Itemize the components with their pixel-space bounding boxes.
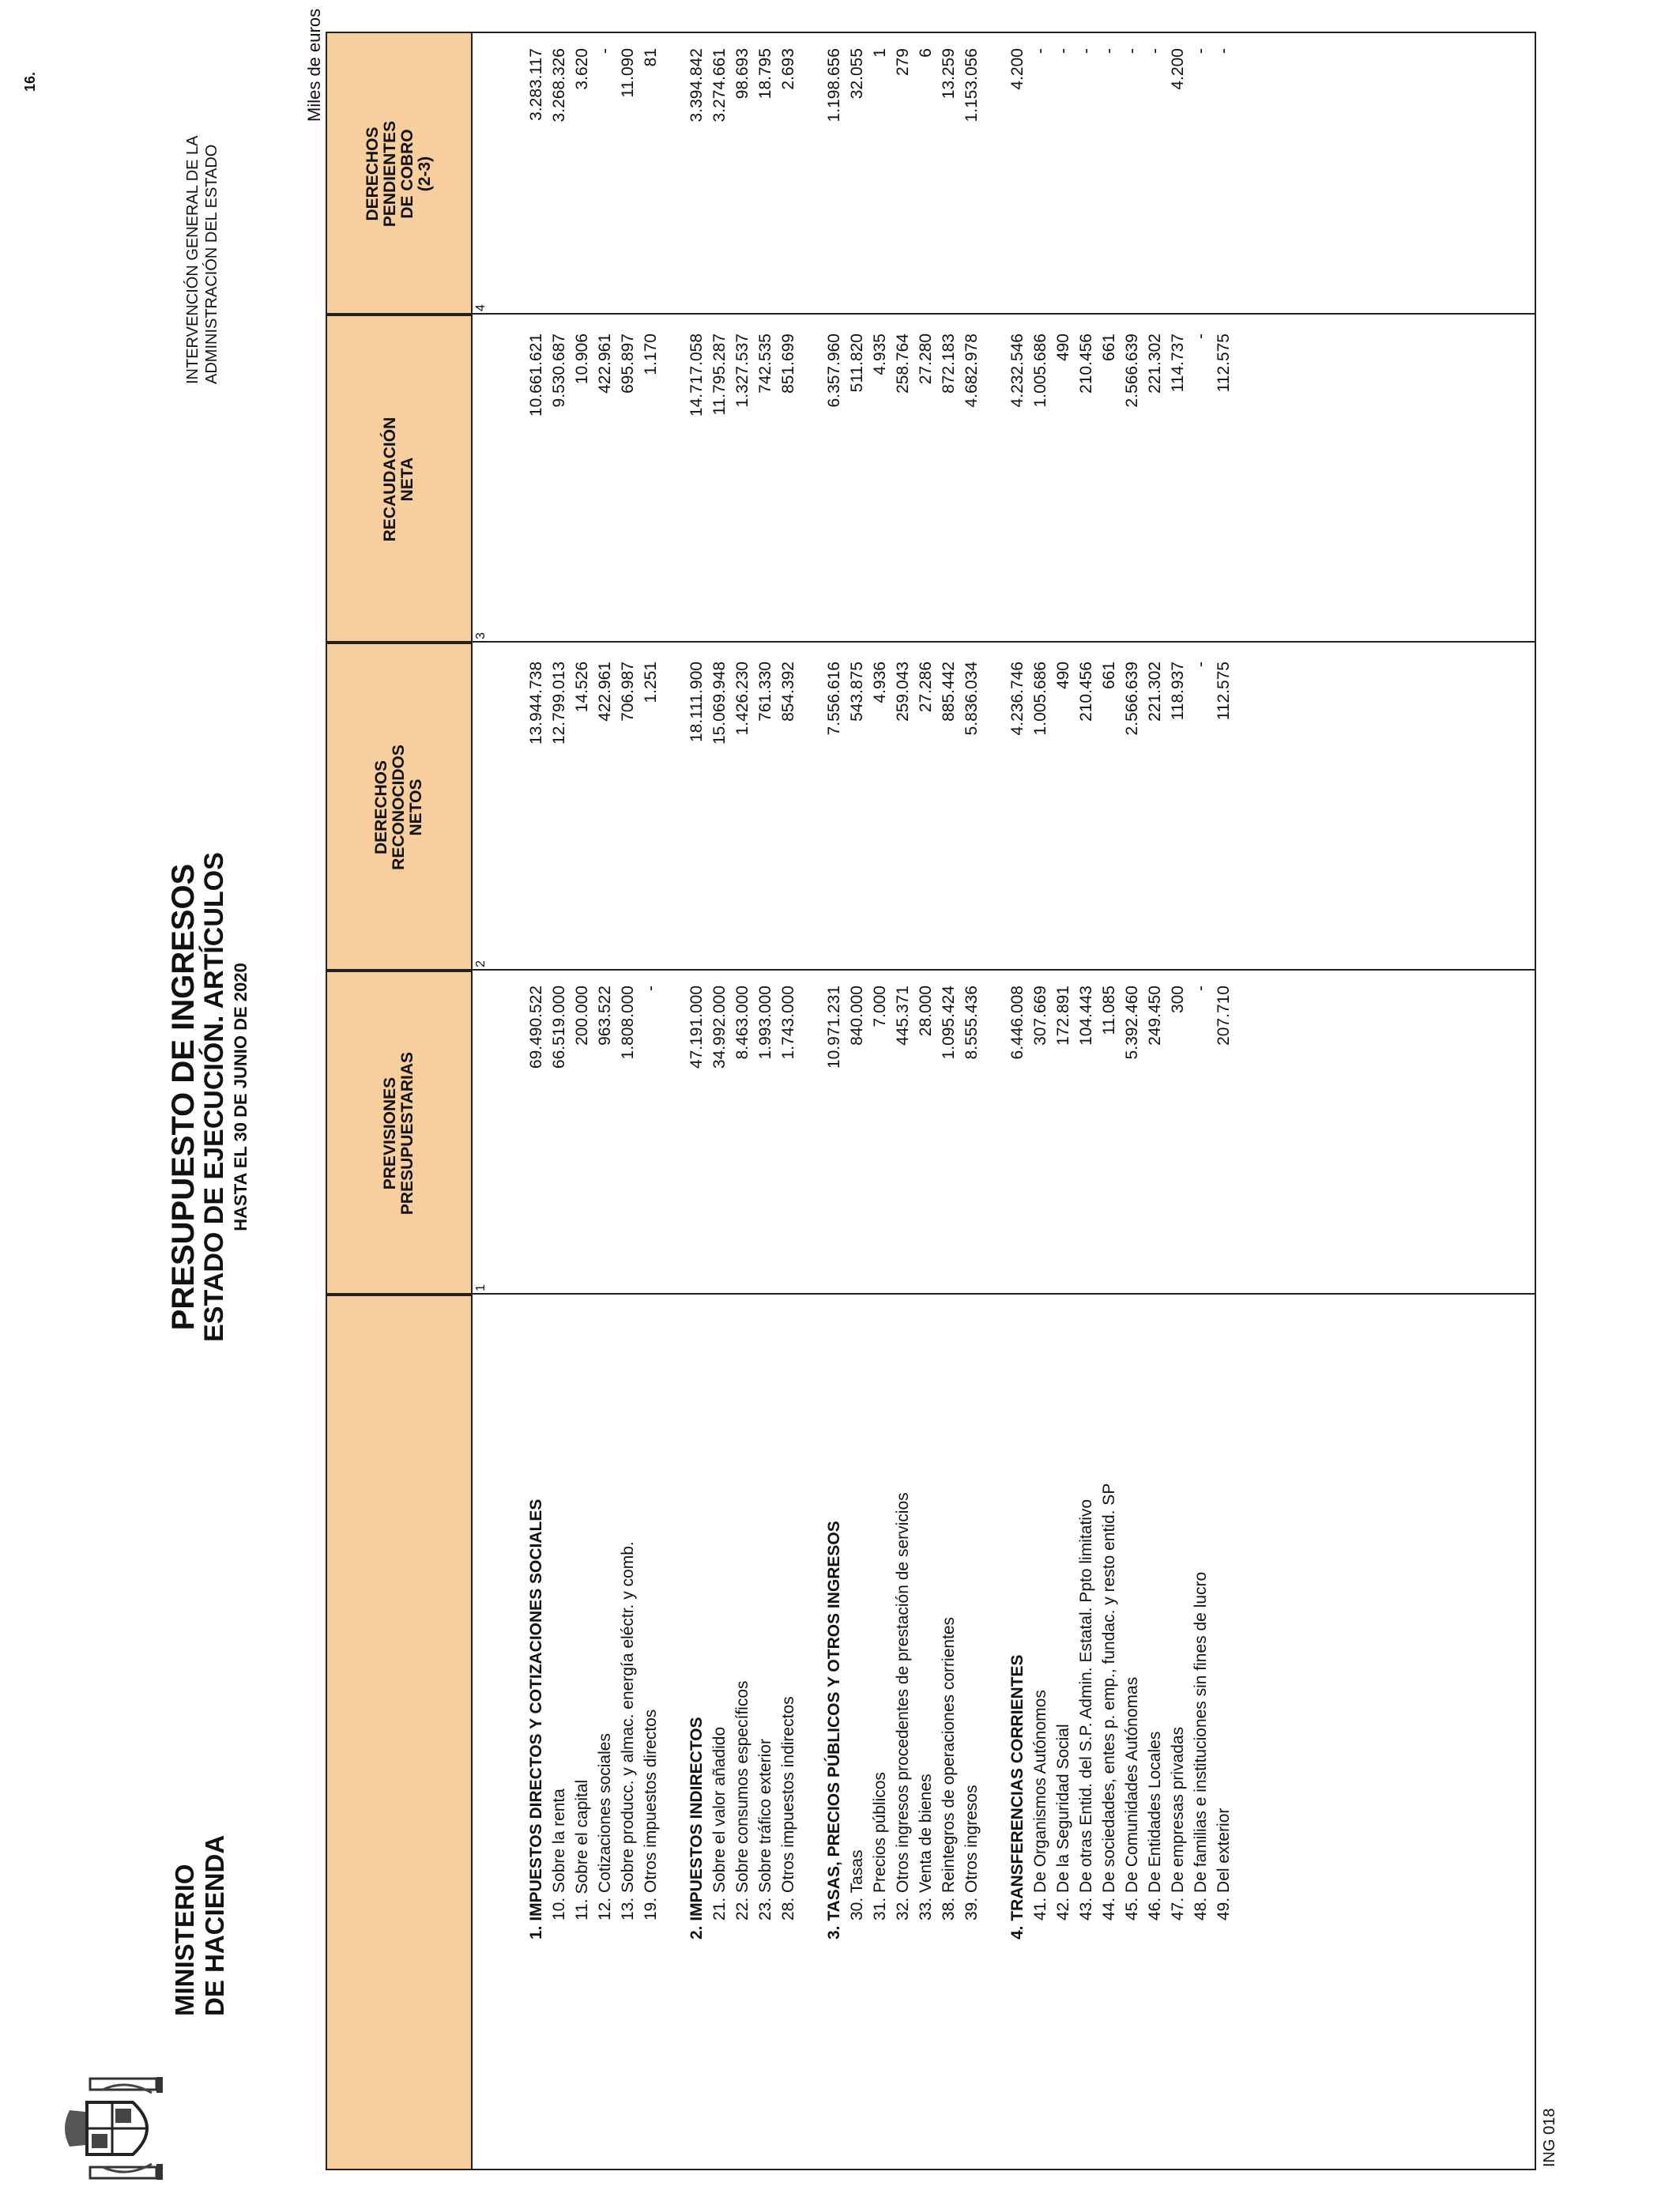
derechos-reconocidos-value: 661 xyxy=(1100,662,1118,690)
derechos-reconocidos-value: 885.442 xyxy=(940,662,958,722)
derechos-reconocidos-value: 490 xyxy=(1054,662,1072,690)
row-label: 49. Del exterior xyxy=(1215,1808,1233,1921)
row-label: 41. De Organismos Autónomos xyxy=(1031,1690,1049,1921)
row-label: 43. De otras Entid. del S.P. Admin. Estatal. Ppto limitativo xyxy=(1077,1498,1095,1921)
header-derechos-reconocidos-text: DERECHOS RECONOCIDOS NETOS xyxy=(372,745,425,870)
header-derechos-pendientes-text: DERECHOS PENDIENTES DE COBRO (2-3) xyxy=(363,120,434,228)
derechos-pendientes-value: 1.198.656 xyxy=(825,48,843,123)
table-row xyxy=(1052,33,1075,2169)
derechos-pendientes-value: - xyxy=(1077,48,1095,54)
row-label: 21. Sobre el valor añadido xyxy=(710,1726,729,1921)
table-row xyxy=(1075,33,1098,2169)
table-row xyxy=(777,33,800,2169)
agency-name-line-2: ADMINISTRACIÓN DEL ESTADO xyxy=(203,144,220,384)
derechos-reconocidos-value: 112.575 xyxy=(1215,662,1233,721)
column-number: 1 xyxy=(474,1284,488,1291)
page-number: 16. xyxy=(22,71,38,92)
previsiones-value: 28.000 xyxy=(917,986,935,1037)
derechos-reconocidos-value: 1.251 xyxy=(642,662,660,703)
column-number: 2 xyxy=(474,960,488,967)
page-date-range: HASTA EL 30 DE JUNIO DE 2020 xyxy=(231,963,250,1231)
table-row xyxy=(1098,33,1121,2169)
recaudacion-value: 661 xyxy=(1100,334,1118,362)
recaudacion-value: 11.795.287 xyxy=(710,334,729,416)
derechos-pendientes-value: 3.268.326 xyxy=(550,48,568,123)
row-label: 11. Sobre el capital xyxy=(573,1779,591,1921)
previsiones-value: 1.743.000 xyxy=(779,986,797,1060)
derechos-reconocidos-value: - xyxy=(1192,662,1210,667)
previsiones-value: 1.808.000 xyxy=(619,986,637,1060)
table-row xyxy=(1189,33,1212,2169)
table-row xyxy=(937,33,960,2169)
previsiones-value: 172.891 xyxy=(1054,986,1072,1046)
derechos-pendientes-value: 279 xyxy=(894,48,912,77)
previsiones-value: 249.450 xyxy=(1146,986,1164,1046)
derechos-reconocidos-value: 761.330 xyxy=(756,662,774,722)
row-label: 47. De empresas privadas xyxy=(1169,1726,1187,1921)
previsiones-value: 10.971.231 xyxy=(825,986,843,1069)
derechos-pendientes-value: - xyxy=(1054,48,1072,54)
row-label: 38. Reintegros de operaciones corrientes xyxy=(940,1616,958,1921)
derechos-pendientes-value: 18.795 xyxy=(756,48,774,100)
derechos-reconocidos-value: 14.526 xyxy=(573,662,591,713)
row-label: 1. IMPUESTOS DIRECTOS Y COTIZACIONES SOCIALES xyxy=(527,1498,545,1940)
derechos-pendientes-value: - xyxy=(1192,48,1210,54)
recaudacion-value: 9.530.687 xyxy=(550,334,568,408)
recaudacion-value: 851.699 xyxy=(779,334,797,394)
recaudacion-value: 258.764 xyxy=(894,334,912,394)
derechos-pendientes-value: - xyxy=(1146,48,1164,54)
table-row xyxy=(891,33,914,2169)
units-label: Miles de euros xyxy=(304,8,324,122)
previsiones-value: 69.490.522 xyxy=(527,986,545,1069)
header-divider xyxy=(471,33,473,2169)
previsiones-value: 104.443 xyxy=(1077,986,1095,1046)
row-label: 48. De familias e instituciones sin fines de lucro xyxy=(1192,1571,1210,1921)
previsiones-value: - xyxy=(642,986,660,991)
row-label: 19. Otros impuestos directos xyxy=(642,1709,660,1921)
recaudacion-value: 1.327.537 xyxy=(733,334,751,408)
previsiones-value: 207.710 xyxy=(1215,986,1233,1046)
previsiones-value: 963.522 xyxy=(596,986,614,1046)
previsiones-value: 8.555.436 xyxy=(962,986,981,1060)
derechos-reconocidos-value: 27.286 xyxy=(917,662,935,713)
derechos-reconocidos-value: 1.426.230 xyxy=(733,662,751,736)
row-label: 46. De Entidades Locales xyxy=(1146,1731,1164,1921)
derechos-reconocidos-value: 706.987 xyxy=(619,662,637,722)
table-row xyxy=(708,33,731,2169)
table-row xyxy=(1029,33,1052,2169)
form-code: ING 018 xyxy=(1541,2108,1558,2167)
ministry-name-line-1: MINISTERIO xyxy=(170,1864,199,2016)
row-label: 30. Tasas xyxy=(848,1849,866,1921)
previsiones-value: 307.669 xyxy=(1031,986,1049,1046)
row-label: 22. Sobre consumos específicos xyxy=(733,1680,751,1921)
recaudacion-value: 1.170 xyxy=(642,334,660,375)
derechos-reconocidos-value: 259.043 xyxy=(894,662,912,722)
derechos-pendientes-value: 13.259 xyxy=(940,48,958,100)
column-number: 3 xyxy=(474,632,488,639)
table-row xyxy=(846,33,868,2169)
table-row xyxy=(616,33,639,2169)
header-recaudacion xyxy=(327,315,471,643)
previsiones-value: 47.191.000 xyxy=(687,986,706,1069)
row-label: 44. De sociedades, entes p. emp., fundac. y resto entid. SP xyxy=(1100,1483,1118,1921)
derechos-reconocidos-value: 422.961 xyxy=(596,662,614,722)
row-label: 13. Sobre producc. y almac. energía eléctr. y comb. xyxy=(619,1541,637,1921)
derechos-pendientes-value: 32.055 xyxy=(848,48,866,100)
previsiones-value: - xyxy=(1192,986,1210,991)
previsiones-value: 5.392.460 xyxy=(1123,986,1141,1060)
recaudacion-value: 511.820 xyxy=(848,334,866,393)
row-label: 23. Sobre tráfico exterior xyxy=(756,1739,774,1921)
table-row xyxy=(639,33,662,2169)
derechos-pendientes-value: 98.693 xyxy=(733,48,751,100)
derechos-reconocidos-value: 543.875 xyxy=(848,662,866,722)
derechos-pendientes-value: - xyxy=(1031,48,1049,54)
table-group-row xyxy=(685,33,708,2169)
derechos-pendientes-value: - xyxy=(1123,48,1141,54)
budget-table xyxy=(326,32,1536,2170)
recaudacion-value: 14.717.058 xyxy=(687,334,706,417)
derechos-reconocidos-value: 854.392 xyxy=(779,662,797,722)
recaudacion-value: 10.906 xyxy=(573,334,591,385)
table-row xyxy=(1166,33,1189,2169)
table-row xyxy=(868,33,891,2169)
row-label: 31. Precios públicos xyxy=(871,1772,889,1921)
table-row xyxy=(1212,33,1235,2169)
derechos-pendientes-value: 3.620 xyxy=(573,48,591,90)
derechos-reconocidos-value: 12.799.013 xyxy=(550,662,568,745)
recaudacion-value: 1.005.686 xyxy=(1031,334,1049,408)
row-label: 39. Otros ingresos xyxy=(962,1785,981,1921)
previsiones-value: 1.095.424 xyxy=(940,986,958,1060)
derechos-pendientes-value: 3.394.842 xyxy=(687,48,706,123)
derechos-reconocidos-value: 221.302 xyxy=(1146,662,1164,722)
previsiones-value: 11.085 xyxy=(1100,986,1118,1035)
derechos-reconocidos-value: 15.069.948 xyxy=(710,662,729,745)
derechos-pendientes-value: 1 xyxy=(871,48,889,58)
derechos-pendientes-value: - xyxy=(1215,48,1233,54)
row-label: 42. De la Seguridad Social xyxy=(1054,1724,1072,1921)
recaudacion-value: 112.575 xyxy=(1215,334,1233,393)
previsiones-value: 200.000 xyxy=(573,986,591,1046)
column-number: 4 xyxy=(474,304,488,311)
derechos-reconocidos-value: 1.005.686 xyxy=(1031,662,1049,736)
derechos-pendientes-value: 1.153.056 xyxy=(962,48,981,123)
header-previsiones-text: PREVISIONES PRESUPUESTARIAS xyxy=(381,1051,416,1216)
derechos-pendientes-value: - xyxy=(596,48,614,54)
derechos-reconocidos-value: 13.944.738 xyxy=(527,662,545,745)
row-label: 10. Sobre la renta xyxy=(550,1789,568,1921)
agency-name-line-1: INTERVENCIÓN GENERAL DE LA xyxy=(184,135,202,384)
table-row xyxy=(731,33,754,2169)
derechos-pendientes-value: 11.090 xyxy=(619,48,637,98)
header-recaudacion-text: RECAUDACIÓN NETA xyxy=(381,417,416,542)
recaudacion-value: 742.535 xyxy=(756,334,774,394)
previsiones-value: 66.519.000 xyxy=(550,986,568,1069)
derechos-reconocidos-value: 4.236.746 xyxy=(1008,662,1026,736)
header-label-column xyxy=(327,1295,471,2169)
row-label: 12. Cotizaciones sociales xyxy=(596,1733,614,1921)
table-group-row xyxy=(1006,33,1029,2169)
previsiones-value: 8.463.000 xyxy=(733,986,751,1060)
recaudacion-value: 114.737 xyxy=(1169,334,1187,393)
previsiones-value: 1.993.000 xyxy=(756,986,774,1060)
table-row xyxy=(960,33,983,2169)
recaudacion-value: 4.682.978 xyxy=(962,334,981,408)
recaudacion-value: - xyxy=(1192,334,1210,339)
derechos-pendientes-value: 6 xyxy=(917,48,935,58)
recaudacion-value: 4.935 xyxy=(871,334,889,375)
previsiones-value: 7.000 xyxy=(871,986,889,1027)
derechos-pendientes-value: 81 xyxy=(642,48,660,67)
row-label: 45. De Comunidades Autónomas xyxy=(1123,1676,1141,1921)
previsiones-value: 840.000 xyxy=(848,986,866,1046)
derechos-pendientes-value: 4.200 xyxy=(1169,48,1187,90)
recaudacion-value: 221.302 xyxy=(1146,334,1164,394)
row-label: 2. IMPUESTOS INDIRECTOS xyxy=(687,1717,706,1940)
recaudacion-value: 2.566.639 xyxy=(1123,334,1141,408)
recaudacion-value: 4.232.546 xyxy=(1008,334,1026,408)
row-label: 28. Otros impuestos indirectos xyxy=(779,1696,797,1921)
row-label: 32. Otros ingresos procedentes de prestación de servicios xyxy=(894,1492,912,1921)
coat-of-arms-icon xyxy=(63,2077,174,2180)
previsiones-value: 34.992.000 xyxy=(710,986,729,1069)
derechos-reconocidos-value: 210.456 xyxy=(1077,662,1095,722)
header-derechos-reconocidos xyxy=(327,643,471,971)
row-label: 4. TRANSFERENCIAS CORRIENTES xyxy=(1008,1654,1026,1940)
row-label: 33. Venta de bienes xyxy=(917,1774,935,1921)
header-previsiones xyxy=(327,971,471,1295)
derechos-reconocidos-value: 4.936 xyxy=(871,662,889,703)
derechos-reconocidos-value: 2.566.639 xyxy=(1123,662,1141,736)
recaudacion-value: 695.897 xyxy=(619,334,637,394)
derechos-reconocidos-value: 7.556.616 xyxy=(825,662,843,736)
page-subtitle: ESTADO DE EJECUCIÓN. ARTÍCULOS xyxy=(199,852,229,1342)
table-row xyxy=(1143,33,1166,2169)
header-derechos-pendientes xyxy=(327,33,471,315)
recaudacion-value: 490 xyxy=(1054,334,1072,362)
recaudacion-value: 872.183 xyxy=(940,334,958,394)
page-title: PRESUPUESTO DE INGRESOS xyxy=(166,863,201,1331)
table-row xyxy=(548,33,571,2169)
table-row xyxy=(754,33,777,2169)
derechos-pendientes-value: 3.283.117 xyxy=(527,48,545,121)
row-label: 3. TASAS, PRECIOS PÚBLICOS Y OTROS INGRESOS xyxy=(825,1521,843,1940)
table-row xyxy=(914,33,937,2169)
table-row xyxy=(1121,33,1143,2169)
recaudacion-value: 6.357.960 xyxy=(825,334,843,408)
previsiones-value: 6.446.008 xyxy=(1008,986,1026,1060)
recaudacion-value: 10.661.621 xyxy=(527,334,545,417)
derechos-pendientes-value: 3.274.661 xyxy=(710,48,729,123)
table-row xyxy=(571,33,593,2169)
derechos-reconocidos-value: 5.836.034 xyxy=(962,662,981,736)
table-row xyxy=(593,33,616,2169)
derechos-reconocidos-value: 118.937 xyxy=(1169,662,1187,721)
recaudacion-value: 210.456 xyxy=(1077,334,1095,394)
previsiones-value: 300 xyxy=(1169,986,1187,1014)
derechos-pendientes-value: - xyxy=(1100,48,1118,54)
table-group-row xyxy=(525,33,548,2169)
recaudacion-value: 422.961 xyxy=(596,334,614,394)
table-group-row xyxy=(823,33,846,2169)
derechos-pendientes-value: 4.200 xyxy=(1008,48,1026,90)
derechos-pendientes-value: 2.693 xyxy=(779,48,797,90)
ministry-name-line-2: DE HACIENDA xyxy=(200,1834,229,2016)
recaudacion-value: 27.280 xyxy=(917,334,935,385)
derechos-reconocidos-value: 18.111.900 xyxy=(687,662,706,742)
previsiones-value: 445.371 xyxy=(894,986,912,1046)
